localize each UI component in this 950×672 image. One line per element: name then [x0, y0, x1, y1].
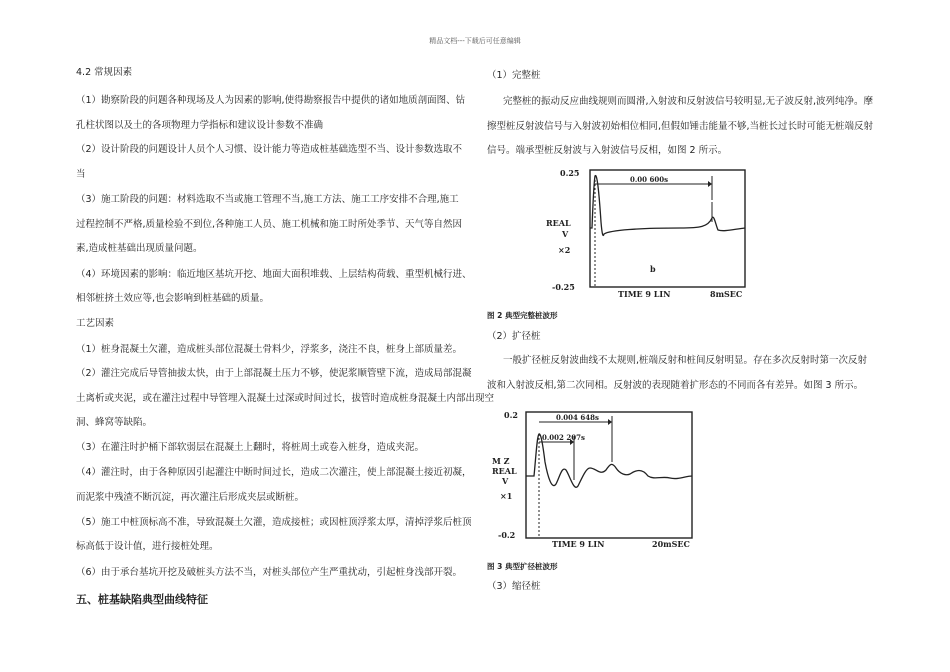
paragraph-line: （6）由于承台基坑开挖及破桩头方法不当，对桩头部位产生严重扰动，引起桩身浅部开裂。: [76, 567, 463, 578]
page-header: 精品文档---下载后可任意编辑: [429, 37, 521, 45]
fig2-v-label: V: [562, 229, 569, 239]
fig2-ytop-label: 0.25: [560, 168, 580, 178]
fig3-mz-label: M Z: [492, 456, 510, 466]
fig3-ybot-label: -0.2: [498, 530, 516, 540]
figure-2-caption: 图 2 典型完整桩波形: [487, 311, 558, 320]
subsection-complete-pile: （1）完整桩: [487, 70, 541, 81]
fig2-xaxis-label: TIME 9 LIN: [618, 289, 671, 299]
paragraph-line: （4）灌注时，由于各种原因引起灌注中断时间过长，造成二次灌注，使上部混凝土接近初凝，: [76, 467, 472, 478]
paragraph-line: 而泥浆中残渣不断沉淀，再次灌注后形成夹层或断桩。: [76, 492, 305, 503]
paragraph-line: 过程控制不严格,质量检验不到位,各种施工人员、施工机械和施工时所处季节、天气等自然因: [76, 219, 463, 230]
fig3-v-label: V: [502, 476, 509, 486]
subsection-expanded-pile: （2）扩径桩: [487, 331, 541, 342]
section-title-process: 工艺因素: [76, 318, 115, 329]
fig2-real-label: REAL: [546, 218, 571, 228]
paragraph-line: 波和入射波反相,第二次同相。反射波的表现随着扩形态的不同而各有差异。如图 3 所示。: [487, 380, 864, 391]
fig3-xend-label: 20mSEC: [652, 539, 690, 549]
fig3-dimension1-label: 0.004 648s: [556, 413, 599, 422]
paragraph-line: （2）灌注完成后导管抽拔太快，由于上部混凝土压力不够，使泥浆顺管壁下流，造成局部混凝: [76, 368, 472, 379]
fig2-ybot-label: -0.25: [552, 282, 575, 292]
paragraph-line: 当: [76, 169, 86, 180]
fig3-scale-label: ×1: [500, 491, 513, 501]
fig2-b-label: b: [650, 264, 656, 274]
paragraph-line: 相邻桩挤土效应等,也会影响到桩基础的质量。: [76, 293, 270, 304]
paragraph-line: 完整桩的振动反应曲线规则而圆滑,入射波和反射波信号较明显,无子波反射,波列纯净。摩: [503, 96, 874, 107]
fig3-xaxis-label: TIME 9 LIN: [552, 539, 605, 549]
figure-2-waveform: [540, 162, 750, 302]
subsection-reduced-pile: （3）缩径桩: [487, 581, 541, 592]
fig2-scale-label: ×2: [558, 245, 571, 255]
fig3-dimension2-label: 0.002 207s: [542, 433, 585, 442]
paragraph-line: （5）施工中桩顶标高不准，导致混凝土欠灌，造成接桩；或因桩顶浮浆太厚，清掉浮浆后桩顶: [76, 517, 472, 528]
section-4-2-title: 4.2 常规因素: [76, 67, 133, 78]
paragraph-line: （3）施工阶段的问题：材料选取不当或施工管理不当,施工方法、施工工序安排不合理,施工: [76, 194, 459, 205]
paragraph-line: （4）环境因素的影响：临近地区基坑开挖、地面大面积堆载、上层结构荷载、重型机械行进、: [76, 269, 472, 280]
paragraph-line: （1）桩身混凝土欠灌，造成桩头部位混凝土骨料少，浮浆多，浇注不良，桩身上部质量差。: [76, 344, 463, 355]
paragraph-line: 洞、蜂窝等缺陷。: [76, 417, 153, 428]
paragraph-line: （2）设计阶段的问题设计人员个人习惯、设计能力等造成桩基础选型不当、设计参数选取不: [76, 144, 463, 155]
fig2-xend-label: 8mSEC: [710, 289, 743, 299]
paragraph-line: 标高低于设计值，进行接桩处理。: [76, 541, 219, 552]
paragraph-line: 擦型桩反射波信号与入射波初始相位相同,但假如锤击能量不够,当桩长过长时可能无桩端反射: [487, 121, 874, 132]
section-5-heading: 五、桩基缺陷典型曲线特征: [76, 593, 208, 606]
fig2-dimension-label: 0.00 600s: [630, 175, 669, 184]
fig3-ytop-label: 0.2: [504, 410, 518, 420]
paragraph-line: 孔柱状图以及土的各项物理力学指标和建议设计参数不准确: [76, 120, 324, 131]
paragraph-line: 一般扩径桩反射波曲线不太规则,桩端反射和桩间反射明显。存在多次反射时第一次反射: [503, 355, 868, 366]
figure-3-caption: 图 3 典型扩径桩波形: [487, 562, 558, 571]
paragraph-line: （1）勘察阶段的问题各种现场及人为因素的影响,使得勘察报告中提供的诸如地质剖面图、钻: [76, 95, 466, 106]
paragraph-line: 素,造成桩基础出现质量问题。: [76, 243, 203, 254]
paragraph-line: 信号。端承型桩反射波与入射波信号反相，如图 2 所示。: [487, 145, 728, 156]
fig3-real-label: REAL: [492, 466, 517, 476]
paragraph-line: 土离析或夹泥，或在灌注过程中导管埋入混凝土过深或时间过长，拔管时造成桩身混凝土内部出现空: [76, 393, 495, 404]
figure-3-waveform: [490, 406, 700, 552]
paragraph-line: （3）在灌注时护桶下部软弱层在混凝土上翻时，将桩周土或卷入桩身，造成夹泥。: [76, 442, 425, 453]
